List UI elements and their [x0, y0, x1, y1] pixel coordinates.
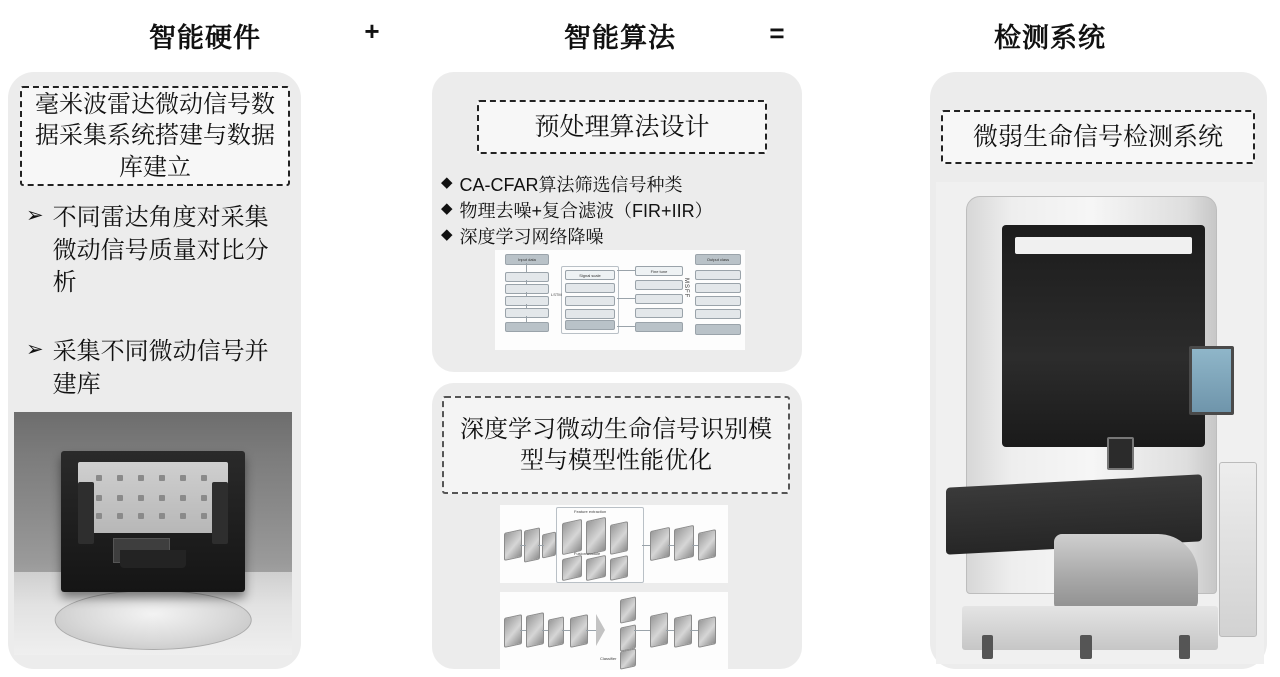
bullet-marker-icon: ➢ [26, 338, 44, 361]
column-title-hardware: 智能硬件 [149, 23, 261, 53]
bullet-marker-icon: ➢ [26, 204, 44, 227]
column-title-algorithm: 智能算法 [564, 23, 676, 53]
column-title-system: 检测系统 [994, 23, 1106, 53]
recognition-network-diagram-top: Feature extraction Fusion module [500, 505, 728, 583]
control-screen [1189, 346, 1234, 415]
side-cabinet [1219, 462, 1257, 638]
cavity-lamp [1015, 237, 1192, 254]
hardware-bullet-2-text: 采集不同微动信号并建库 [52, 338, 269, 398]
bracket-right [212, 482, 229, 544]
scanner-module [1107, 437, 1134, 470]
recognition-title-text: 深度学习微动生命信号识别模型与模型性能优化 [460, 415, 772, 474]
machine-leg [1080, 635, 1091, 659]
bracket-left [78, 482, 95, 544]
radar-stand [120, 550, 186, 568]
preprocessing-item-3-text: 深度学习网络降噪 [459, 227, 604, 247]
detection-system-photo [936, 182, 1264, 664]
roller-table [1054, 534, 1198, 611]
hardware-title-box [20, 86, 290, 186]
flow-node-input: Input data [505, 254, 549, 265]
preprocessing-item-1 [441, 172, 683, 199]
antenna-panel [78, 462, 228, 532]
preprocessing-title-text: 预处理算法设计 [534, 112, 710, 141]
machine-leg [982, 635, 993, 659]
preprocessing-item-1-text: CA-CFAR算法筛选信号种类 [459, 175, 683, 195]
machine-leg [1179, 635, 1190, 659]
preprocessing-title-box [477, 100, 767, 154]
recognition-title-box [442, 396, 790, 494]
turntable-disc [55, 590, 252, 650]
hardware-bullet-2 [26, 336, 288, 401]
flow-node-stage1: Signal scale [565, 270, 615, 280]
hardware-title-text: 毫米波雷达微动信号数据采集系统搭建与数据库建立 [35, 91, 275, 181]
diamond-marker-icon: ◆ [441, 226, 453, 243]
radar-board [61, 451, 244, 592]
plus-sign: + [364, 16, 380, 46]
machine-cavity [1002, 225, 1205, 447]
preprocessing-item-3 [441, 224, 604, 251]
recognition-network-diagram-bottom: Classifier [500, 592, 728, 670]
detection-title-text: 微弱生命信号检测系统 [972, 122, 1223, 151]
flow-node-stage2: Fine tune [635, 266, 683, 276]
flow-label-msff: MSFF [683, 278, 689, 299]
hardware-bullet-1-text: 不同雷达角度对采集微动信号质量对比分析 [52, 204, 269, 297]
flow-node-output: Output class [695, 254, 741, 265]
diamond-marker-icon: ◆ [441, 200, 453, 217]
hardware-bullet-1 [26, 202, 288, 300]
radar-hardware-photo [14, 412, 292, 655]
equals-sign: = [769, 18, 785, 48]
detection-title-box [941, 110, 1255, 164]
preprocessing-flow-diagram: Input data Signal scale LSTM Fine tune MSFF Output class [495, 250, 745, 350]
preprocessing-item-2 [441, 198, 713, 225]
preprocessing-item-2-text: 物理去噪+复合滤波（FIR+IIR） [459, 201, 713, 221]
diamond-marker-icon: ◆ [441, 174, 453, 191]
